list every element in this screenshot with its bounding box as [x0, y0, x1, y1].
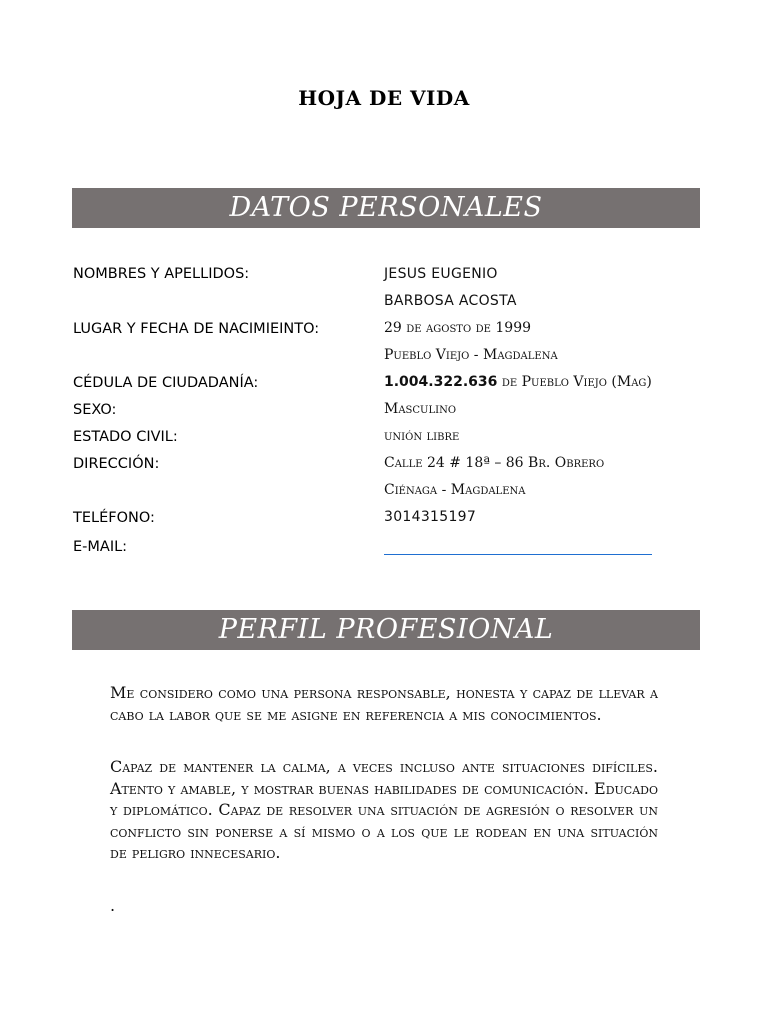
id-value — [384, 374, 652, 390]
names-value-line1: JESUS EUGENIO — [384, 266, 498, 282]
birth-date-value: 29 de agosto de 1999 — [384, 320, 532, 336]
civil-status-value: unión libre — [384, 428, 460, 444]
birth-place-value: Pueblo Viejo - Magdalena — [384, 347, 558, 363]
names-label: NOMBRES Y APELLIDOS: — [73, 266, 250, 282]
phone-label: TELÉFONO: — [73, 510, 155, 526]
profile-paragraph-2: Capaz de mantener la calma, a veces incluso ante situaciones difíciles. Atento y amable, y mostrar buenas habilidades de comunicación. Educado y diplomático. Capaz de resolver una situación de agresión o resolver un conflicto sin ponerse a sí mismo o a los que le rodean en una situación de peligro innecesario. — [110, 757, 658, 862]
address-value-line1: Calle 24 # 18ª – 86 Br. Obrero — [384, 455, 605, 471]
trailing-dot: . — [110, 896, 116, 915]
email-link-underline[interactable] — [384, 554, 652, 555]
civil-status-label: ESTADO CIVIL: — [73, 429, 178, 445]
phone-value: 3014315197 — [384, 509, 477, 525]
profile-paragraph-1: Me considero como una persona responsable, honesta y capaz de llevar a cabo la labor que se me asigne en referencia a mis conocimientos. — [110, 683, 658, 724]
email-label: E-MAIL: — [73, 539, 128, 555]
address-label: DIRECCIÓN: — [73, 456, 160, 472]
sex-value: Masculino — [384, 401, 457, 417]
sex-label: SEXO: — [73, 402, 117, 418]
address-value-line2: Ciénaga - Magdalena — [384, 482, 526, 498]
section-header-professional-profile: PERFIL PROFESIONAL — [72, 610, 700, 650]
id-label: CÉDULA DE CIUDADANÍA: — [73, 375, 259, 391]
id-number: 1.004.322.636 — [384, 374, 498, 390]
id-place: de Pueblo Viejo (Mag) — [501, 374, 652, 390]
section-header-personal-data: DATOS PERSONALES — [72, 188, 700, 228]
document-title: HOJA DE VIDA — [298, 86, 470, 110]
names-value-line2: BARBOSA ACOSTA — [384, 293, 517, 309]
birth-label: LUGAR Y FECHA DE NACIMIEINTO: — [73, 321, 320, 337]
